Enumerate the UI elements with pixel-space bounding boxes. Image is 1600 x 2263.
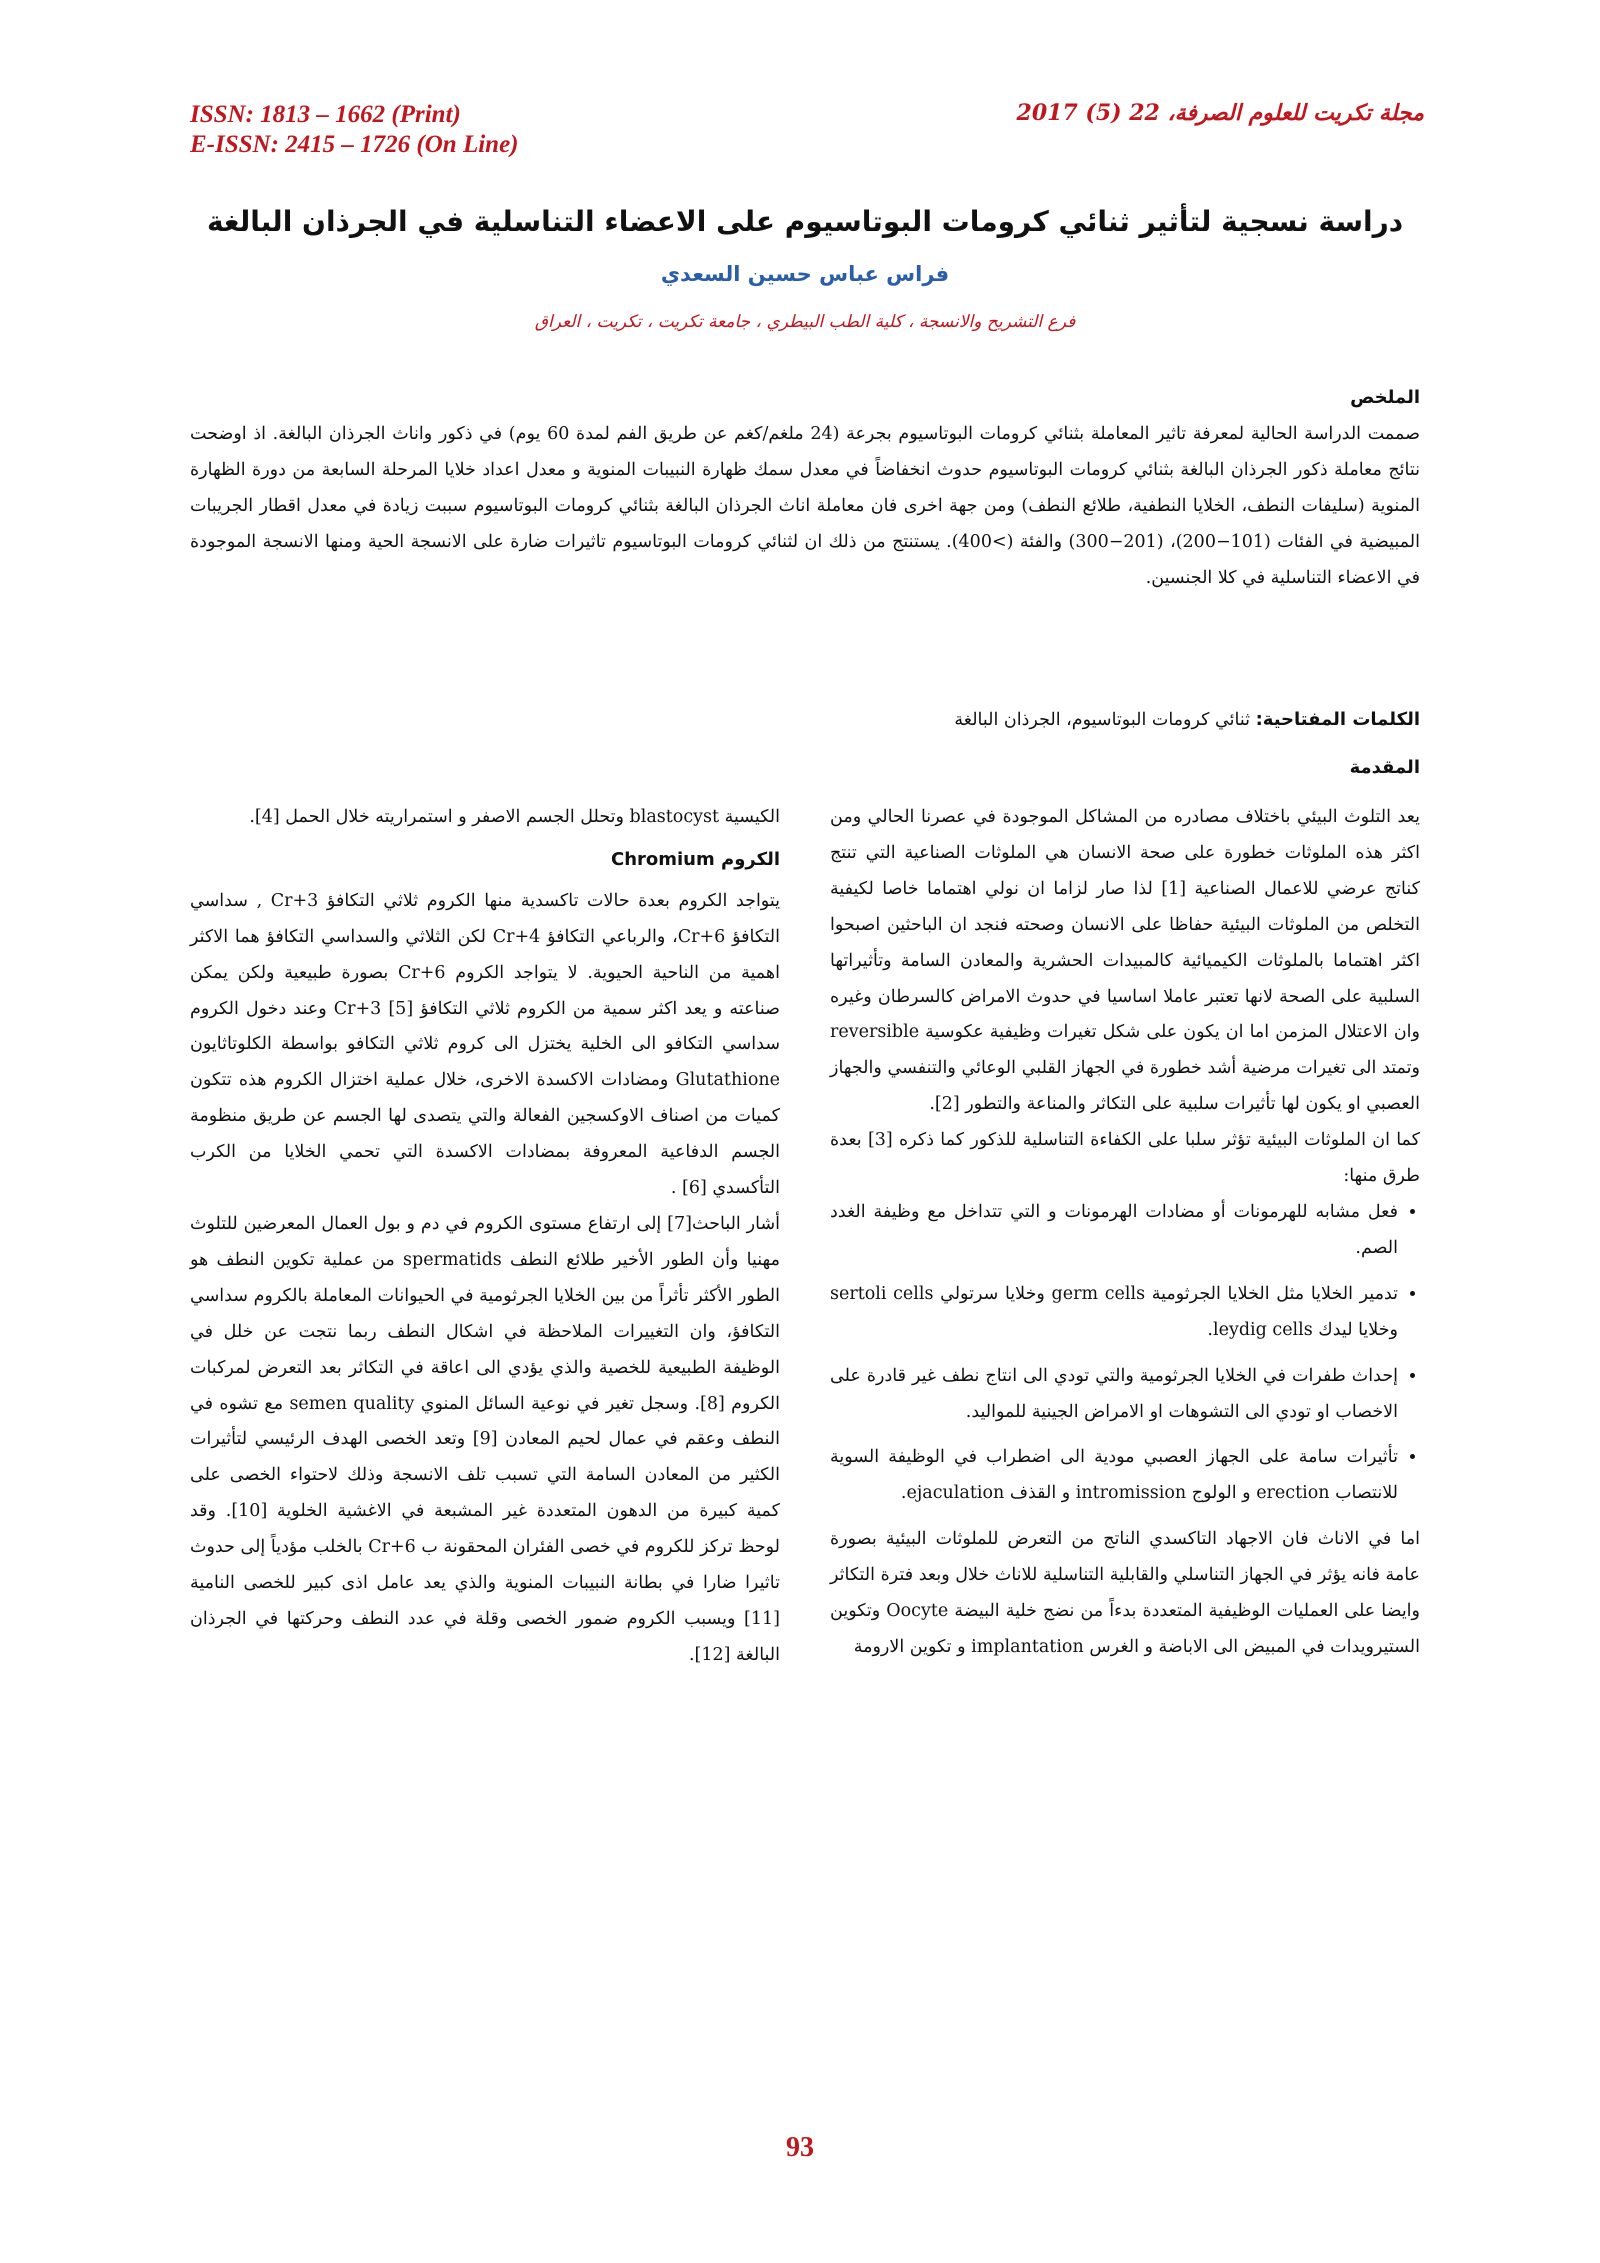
- left-paragraph-3: أشار الباحث[7] إلى ارتفاع مستوى الكروم في دم و بول العمال المعرضين للتلوث مهنيا وأن الطور الأخير طلائع النطف spermatids من عملية تكوين النطف هو الطور الأكثر تأثراً من بين الخلايا الجرثومية في الحيوانات المعاملة بالكروم سداسي التكافؤ، وان التغييرات الملاحظة في اشكال النطف ربما نتجت عن خلل في الوظيفة الطبيعية للخصية والذي يؤدي الى اعاقة في التكاثر بعد التعرض لمركبات الكروم [8]. وسجل تغير في نوعية السائل المنوي semen quality مع تشوه في النطف وعقم في عمال لحيم المعادن [9] وتعد الخصى الهدف الرئيسي لتأثيرات الكثير من المعادن السامة التي تسبب تلف الانسجة وذلك لاحتواء الخصى على كمية كبيرة من الدهون المتعددة غير المشبعة في الاغشية الخلوية [10]. وقد لوحظ تركز للكروم في خصى الفئران المحقونة ب Cr+6 بالخلب مؤدياً إلى حدوث تاثيرا ضارا في بطانة النبيبات المنوية والذي يعد عامل اذى كبير للخصى النامية [11] ويسبب الكروم ضمور الخصى وقلة في عدد النطف وحركتها في الجرذان البالغة [12].: [190, 1213, 780, 1665]
- intro-paragraph-2: كما ان الملوثات البيئية تؤثر سلبا على الكفاءة التناسلية للذكور كما ذكره [3] بعدة طرق منها:: [830, 1130, 1420, 1187]
- abstract-text: صممت الدراسة الحالية لمعرفة تاثير المعاملة بثنائي كرومات البوتاسيوم بجرعة (24 ملغم/كغم عن طريق الفم لمدة 60 يوم) في ذكور واناث الجرذان البالغة. اذ اوضحت نتائج معاملة ذكور الجرذان البالغة بثنائي كرومات البوتاسيوم حدوث انخفاضاً في معدل سمك ظهارة النبيبات المنوية و معدل اعداد خلايا المرحلة السابعة من دورة الظهارة المنوية (سليفات النطف، الخلايا النطفية، طلائع النطف) ومن جهة اخرى فان معاملة اناث الجرذان البالغة بثنائي كرومات البوتاسيوم سببت زيادة في معدل اقطار الجريبات المبيضية في الفئات (101−200)، (201−300) والفئة (>400). يستنتج من ذلك ان لثنائي كرومات البوتاسيوم تاثيرات ضارة على الانسجة الحية ومنها الانسجة الموجودة في الاعضاء التناسلية في كلا الجنسين.: [190, 424, 1421, 588]
- keywords-line: [190, 702, 1420, 738]
- abstract-heading: الملخص: [1350, 387, 1420, 408]
- intro-paragraph-3: اما في الاناث فان الاجهاد التاكسدي الناتج من التعرض للملوثات البيئية بصورة عامة فانه يؤثر في الجهاز التناسلي والقابلية التناسلية للاناث خلال وبعد فترة التكاثر وايضا على العمليات الوظيفية المتعددة بدءاً من نضج خلية البيضة Oocyte وتكوين الستيرويدات في المبيض الى الاباضة و الغرس implantation و تكوين الارومة: [830, 1529, 1420, 1657]
- chromium-heading: الكروم Chromium: [610, 848, 780, 870]
- intro-heading: المقدمة: [1349, 757, 1420, 778]
- keywords-text: ثنائي كرومات البوتاسيوم، الجرذان البالغة: [954, 710, 1250, 730]
- issn-print: ISSN: 1813 – 1662 (Print): [190, 101, 461, 128]
- list-item: • إحداث طفرات في الخلايا الجرثومية والتي تودي الى انتاج نطف غير قادرة على الاخصاب او تودي الى التشوهات او الامراض الجينية للمواليد.: [830, 1359, 1398, 1431]
- issn-online: E-ISSN: 2415 – 1726 (On Line): [190, 131, 519, 158]
- issn-block: [190, 100, 519, 160]
- page-number: 93: [786, 2132, 814, 2163]
- intro-paragraph-1: يعد التلوث البيئي باختلاف مصادره من المشاكل الموجودة في عصرنا الحالي ومن اكثر هذه الملوثات خطورة على صحة الانسان هي الملوثات الصناعية التي تنتج كناتج عرضي للاعمال الصناعية [1] لذا صار لزاما ان نولي اهتماما خاصا لكيفية التخلص من الملوثات البيئية حفاظا على الانسان وصحته فنجد ان الباحثين اصبحوا اكثر اهتماما بالملوثات الكيميائية كالمبيدات الحشرية والمعادن السامة وتأثيراتها السلبية على الصحة لانها تعتبر عاملا اساسيا في حدوث الامراض كالسرطان وغيره وان الاعتلال المزمن اما ان يكون على شكل تغيرات وظيفية عكوسية reversible وتمتد الى تغيرات مرضية أشد خطورة في الجهاز القلبي الوعائي والتنفسي والجهاز العصبي او يكون لها تأثيرات سلبية على التكاثر والمناعة والتطور [2].: [830, 807, 1420, 1115]
- list-item: • تأثيرات سامة على الجهاز العصبي مودية الى اضطراب في الوظيفة السوية للانتصاب erection و الولوج intromission و القذف ejaculation.: [830, 1440, 1398, 1512]
- list-item: • تدمير الخلايا مثل الخلايا الجرثومية germ cells وخلايا سرتولي sertoli cells وخلايا ليدك leydig cells.: [830, 1277, 1398, 1349]
- effects-list: [830, 1195, 1420, 1512]
- affiliation: فرع التشريح والانسجة ، كلية الطب البيطري ، جامعة تكريت ، تكريت ، العراق: [534, 312, 1076, 332]
- abstract-section: [190, 380, 1420, 596]
- left-paragraph-1: الكيسية blastocyst وتحلل الجسم الاصفر و استمراريته خلال الحمل [4].: [249, 807, 780, 827]
- intro-heading-wrap: [190, 750, 1420, 786]
- keywords-label: الكلمات المفتاحية:: [1255, 709, 1420, 730]
- list-item: • فعل مشابه للهرمونات أو مضادات الهرمونات و التي تتداخل مع وظيفة الغدد الصم.: [830, 1195, 1398, 1267]
- left-paragraph-2: يتواجد الكروم بعدة حالات تاكسدية منها الكروم ثلاثي التكافؤ Cr+3 , سداسي التكافؤ Cr+6، والرباعي التكافؤ Cr+4 لكن الثلاثي والسداسي التكافؤ هما الاكثر اهمية من الناحية الحيوية. لا يتواجد الكروم Cr+6 بصورة طبيعية ولكن يمكن صناعته و يعد اكثر سمية من الكروم ثلاثي التكافؤ Cr+3 [5] وعند دخول الكروم سداسي التكافو الى الخلية يختزل الى كروم ثلاثي التكافو بواسطة الكلوتاثايون Glutathione ومضادات الاكسدة الاخرى، خلال عملية اختزال الكروم هذه تتكون كميات من اصناف الاوكسجين الفعالة والتي يتصدى لها الجسم عن طريق منظومة الجسم الدفاعية المعروفة بمضادات الاكسدة التي تحمي الخلايا من الكرب التأكسدي [6] .: [190, 890, 781, 1199]
- left-column: [190, 800, 780, 1674]
- journal-citation: مجلة تكريت للعلوم الصرفة، 22 (5) 2017: [1016, 100, 1424, 126]
- right-column: [830, 800, 1420, 1666]
- author-name: فراس عباس حسين السعدي: [660, 262, 950, 286]
- paper-title: دراسة نسجية لتأثير ثنائي كرومات البوتاسيوم على الاعضاء التناسلية في الجرذان البالغة: [206, 205, 1404, 238]
